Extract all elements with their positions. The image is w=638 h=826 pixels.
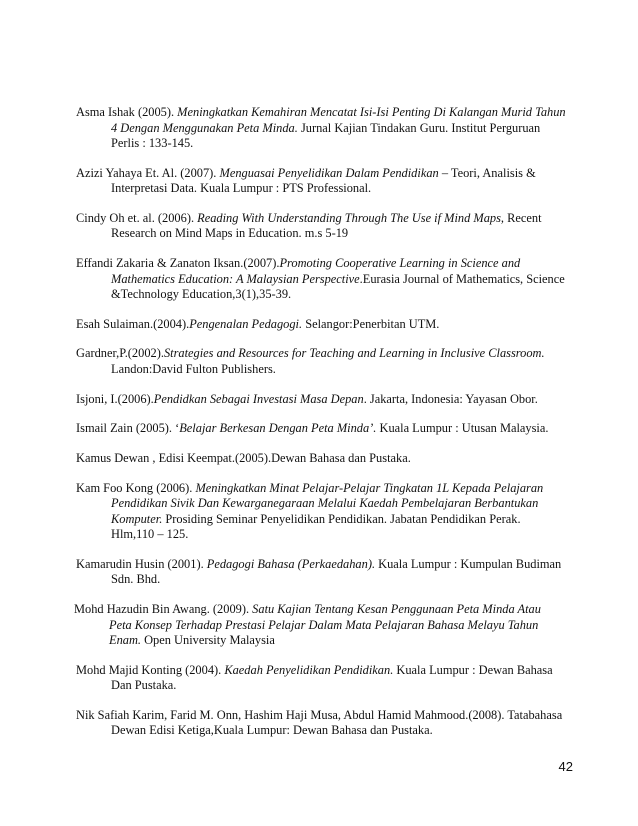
reference-authors: Nik Safiah Karim, Farid M. Onn, Hashim Haji Musa, Abdul Hamid Mahmood.(2008). Tatabahasa Dewan Edisi Ketiga,Kuala Lumpur: Dewan Bahasa dan Pustaka. [76,707,563,738]
reference-title: Belajar Berkesan Dengan Peta Minda’. [179,421,377,436]
reference-details: Landon:David Fulton Publishers. [111,361,276,376]
reference-title: Meningkatkan Kemahiran Mencatat Isi-Isi Penting Di Kalangan Murid Tahun 4 Dengan Menggunakan Peta Minda. [111,105,566,135]
reference-entry [76,211,566,242]
reference-title: Satu Kajian Tentang Kesan Penggunaan Peta Minda Atau Peta Konsep Terhadap Prestasi Pelajar Dalam Mata Pelajaran Bahasa Melayu Tahun Enam. [109,602,541,648]
reference-details: Kuala Lumpur : Kumpulan Budiman Sdn. Bhd. [111,556,562,587]
reference-entry [76,451,566,467]
reference-details: Kuala Lumpur : Dewan Bahasa Dan Pustaka. [111,662,553,693]
reference-authors: Kamus Dewan , Edisi Keempat.(2005).Dewan Bahasa dan Pustaka. [76,451,411,465]
reference-title: Pendidkan Sebagai Investasi Masa Depan [153,391,364,406]
reference-authors: Ismail Zain (2005). ‘ [76,421,180,436]
reference-details: Jurnal Kajian Tindakan Guru. Institut Perguruan Perlis : 133-145. [111,120,541,150]
reference-authors: Gardner,P.(2002). [76,346,164,361]
reference-entry [76,166,566,197]
reference-title: Kaedah Penyelidikan Pendidikan. [224,662,394,677]
reference-authors: Kam Foo Kong (2006). [76,480,196,495]
reference-details: .Eurasia Journal of Mathematics, Science &Technology Education,3(1),35-39. [111,271,565,302]
reference-title: Pengenalan Pedagogi. [189,316,303,331]
reference-entry [74,602,566,649]
reference-list [76,105,566,753]
reference-entry [76,481,566,543]
reference-title: Menguasai Penyelidikan Dalam Pendidikan [219,165,439,180]
reference-authors: Effandi Zakaria & Zanaton Iksan.(2007). [76,256,280,271]
reference-authors: Kamarudin Husin (2001). [76,556,207,571]
reference-details: Prosiding Seminar Penyelidikan Pendidikan. Jabatan Pendidikan Perak. Hlm,110 – 125. [111,511,521,542]
reference-authors: Isjoni, I.(2006). [76,391,154,406]
page-number: 42 [558,759,573,774]
reference-entry [76,105,566,152]
reference-details: Kuala Lumpur : Utusan Malaysia. [376,421,549,436]
reference-entry [76,346,566,377]
reference-details: Open University Malaysia [141,633,275,648]
reference-entry [76,392,566,408]
reference-authors: Cindy Oh et. al. (2006). [76,210,198,225]
reference-details: . Jakarta, Indonesia: Yayasan Obor. [363,391,538,406]
reference-authors: Asma Ishak (2005). [76,105,178,119]
reference-entry [76,708,566,739]
reference-authors: Mohd Hazudin Bin Awang. (2009). [74,602,253,617]
reference-entry [76,317,566,333]
reference-title: Pedagogi Bahasa (Perkaedahan). [206,556,376,571]
reference-authors: Mohd Majid Konting (2004). [76,662,225,677]
reference-title: Promoting Cooperative Learning in Science and Mathematics Education: A Malaysian Perspective [111,256,521,286]
reference-title: Strategies and Resources for Teaching and Learning in Inclusive Classroom. [163,346,545,361]
reference-authors: Esah Sulaiman.(2004). [76,316,190,331]
reference-entry [76,256,566,303]
reference-entry [76,421,566,437]
reference-title: Meningkatkan Minat Pelajar-Pelajar Tingkatan 1L Kepada Pelajaran Pendidikan Sivik Dan Kewarganegaraan Melalui Kaedah Pembelajaran Berbantukan Komputer. [111,480,544,526]
reference-authors: Azizi Yahaya Et. Al. (2007). [76,165,220,180]
reference-details: – Teori, Analisis & Interpretasi Data. Kuala Lumpur : PTS Professional. [111,165,536,196]
reference-details: Recent Research on Mind Maps in Education. m.s 5-19 [111,210,542,241]
reference-entry [76,557,566,588]
reference-title: Reading With Understanding Through The Use if Mind Maps, [197,210,505,225]
reference-entry [76,663,566,694]
reference-details: Selangor:Penerbitan UTM. [302,316,440,331]
